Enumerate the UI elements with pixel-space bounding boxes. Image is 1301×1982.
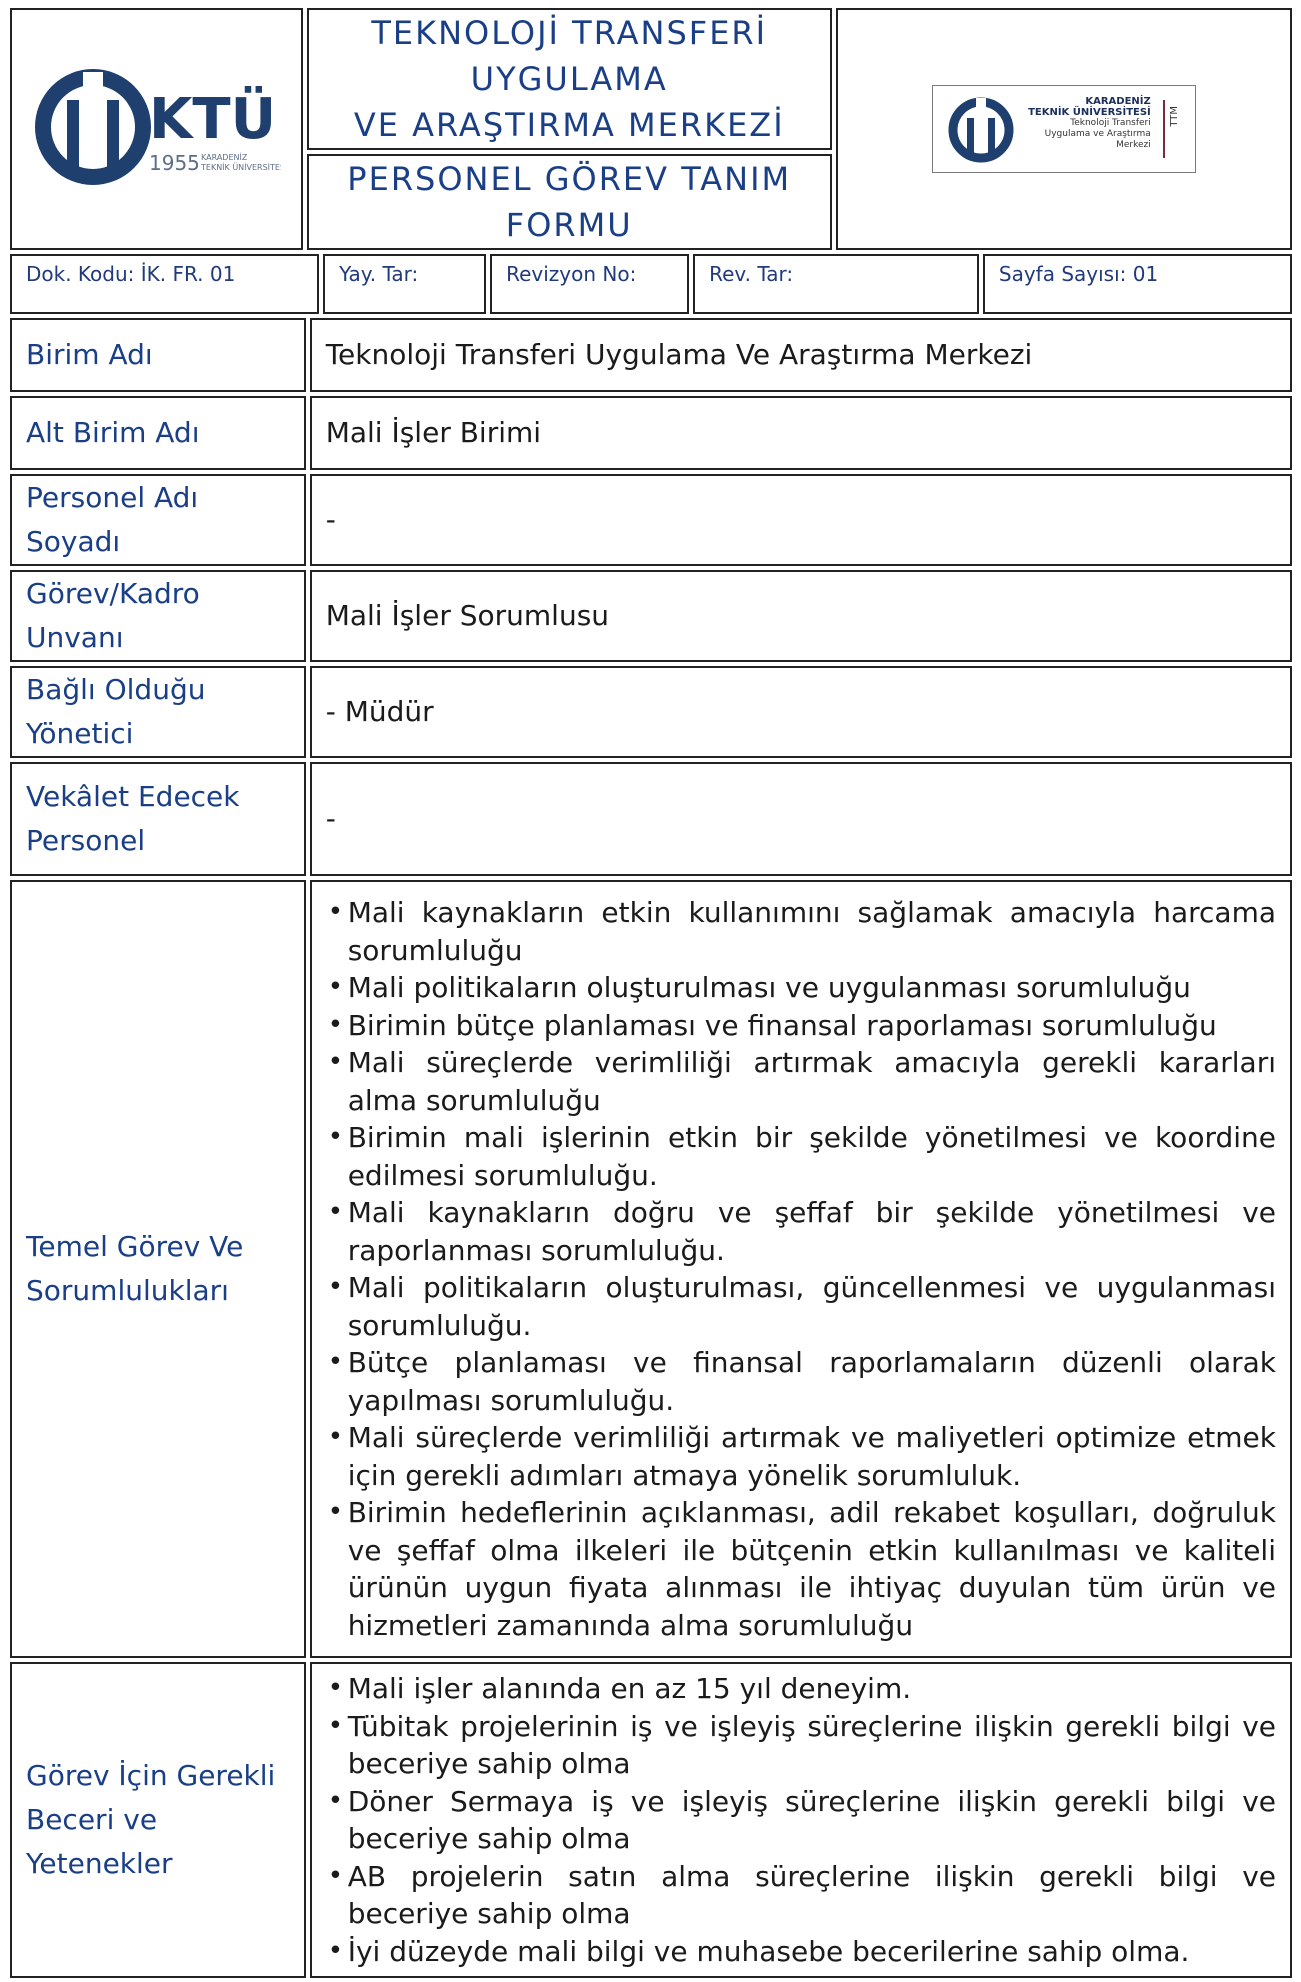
svg-text:KARADENİZ: KARADENİZ xyxy=(201,153,248,162)
list-item: • Mali kaynakların doğru ve şeffaf bir şekilde yönetilmesi ve raporlanması sorumluluğu. xyxy=(326,1194,1276,1269)
ttm-circle-icon xyxy=(941,90,1021,170)
list-item: • Birimin bütçe planlaması ve finansal raporlaması sorumluluğu xyxy=(326,1007,1276,1045)
position-title-label: Görev/Kadro Unvanı xyxy=(10,570,306,662)
list-item: • Birimin mali işlerinin etkin bir şekilde yönetilmesi ve koordine edilmesi sorumluluğu. xyxy=(326,1119,1276,1194)
document-meta-row xyxy=(6,250,1296,318)
form-header xyxy=(6,4,1296,254)
center-title-line2: VE ARAŞTIRMA MERKEZİ xyxy=(353,106,785,144)
svg-text:TEKNİK ÜNİVERSİTESİ: TEKNİK ÜNİVERSİTESİ xyxy=(201,163,282,172)
list-item: • Mali süreçlerde verimliliği artırmak ve maliyetleri optimize etmek için gerekli adımları atmaya yönelik sorumluluk. xyxy=(326,1419,1276,1494)
skills-list xyxy=(326,1664,1276,1976)
skills-label: Görev İçin Gerekli Beceri ve Yetenekler xyxy=(10,1662,306,1978)
manager-label: Bağlı Olduğu Yönetici xyxy=(10,666,306,758)
list-item: • Mali kaynakların etkin kullanımını sağlamak amacıyla harcama sorumluluğu xyxy=(326,894,1276,969)
ktu-logo xyxy=(31,52,281,202)
unit-label: Birim Adı xyxy=(10,318,306,392)
personnel-name-label: Personel Adı Soyadı xyxy=(10,474,306,566)
duties-list xyxy=(326,888,1276,1650)
ttm-side-label: TTM xyxy=(1163,100,1181,158)
list-item: • Döner Sermaya iş ve işleyiş süreçlerine ilişkin gerekli bilgi ve beceriye sahip olma xyxy=(326,1783,1276,1858)
ktu-logo-mark: KTÜ xyxy=(149,87,277,152)
list-item: • Bütçe planlaması ve finansal raporlamaların düzenli olarak yapılması sorumluluğu. xyxy=(326,1344,1276,1419)
subunit-label: Alt Birim Adı xyxy=(10,396,306,470)
list-item: • Mali politikaların oluşturulması, güncellenmesi ve uygulanması sorumluluğu. xyxy=(326,1269,1276,1344)
revision-date: Rev. Tar: xyxy=(693,254,979,314)
proxy-personnel-value: - xyxy=(310,762,1292,876)
center-title-line1: TEKNOLOJİ TRANSFERİ UYGULAMA xyxy=(371,14,768,98)
ktu-logo-year: 1955 xyxy=(149,151,201,175)
list-item: • Mali süreçlerde verimliliği artırmak amacıyla gerekli kararları alma sorumluluğu xyxy=(326,1044,1276,1119)
list-item: • Tübitak projelerinin iş ve işleyiş süreçlerine ilişkin gerekli bilgi ve beceriye sahip olma xyxy=(326,1708,1276,1783)
skills-list-cell xyxy=(310,1662,1292,1978)
manager-value: - Müdür xyxy=(310,666,1292,758)
duties-list-cell xyxy=(310,880,1292,1658)
unit-value: Teknoloji Transferi Uygulama Ve Araştırma Merkezi xyxy=(310,318,1292,392)
ttm-logo-text: KARADENİZ TEKNİK ÜNİVERSİTESİ Teknoloji Transferi Uygulama ve Araştırma Merkezi xyxy=(1028,96,1151,150)
list-item: • Birimin hedeflerinin açıklanması, adil rekabet koşulları, doğruluk ve şeffaf olma ilkeleri ile bütçenin etkin kullanılması ve kaliteli ürünün uygun fiyata alınması ile ihtiyaç duyulan tüm ürün ve hizmetleri zamanında alma sorumluluğu xyxy=(326,1494,1276,1644)
list-item: • Mali işler alanında en az 15 yıl deneyim. xyxy=(326,1670,1276,1708)
personnel-name-value: - xyxy=(310,474,1292,566)
personnel-job-description-form xyxy=(6,4,1296,1982)
form-fields xyxy=(6,314,1296,1982)
doc-code: Dok. Kodu: İK. FR. 01 xyxy=(10,254,319,314)
list-item: • İyi düzeyde mali bilgi ve muhasebe becerilerine sahip olma. xyxy=(326,1933,1276,1971)
publish-date: Yay. Tar: xyxy=(323,254,486,314)
position-title-value: Mali İşler Sorumlusu xyxy=(310,570,1292,662)
list-item: • Mali politikaların oluşturulması ve uygulanması sorumluluğu xyxy=(326,969,1276,1007)
ktu-logo-cell xyxy=(10,8,303,250)
proxy-personnel-label: Vekâlet Edecek Personel xyxy=(10,762,306,876)
page-count: Sayfa Sayısı: 01 xyxy=(983,254,1292,314)
form-title: PERSONEL GÖREV TANIM FORMU xyxy=(307,154,832,250)
duties-label: Temel Görev Ve Sorumlulukları xyxy=(10,880,306,1658)
ttm-logo-cell xyxy=(836,8,1292,250)
list-item: • AB projelerin satın alma süreçlerine ilişkin gerekli bilgi ve beceriye sahip olma xyxy=(326,1858,1276,1933)
center-title-cell xyxy=(307,8,832,150)
revision-no: Revizyon No: xyxy=(490,254,689,314)
ttm-logo xyxy=(932,85,1196,173)
subunit-value: Mali İşler Birimi xyxy=(310,396,1292,470)
